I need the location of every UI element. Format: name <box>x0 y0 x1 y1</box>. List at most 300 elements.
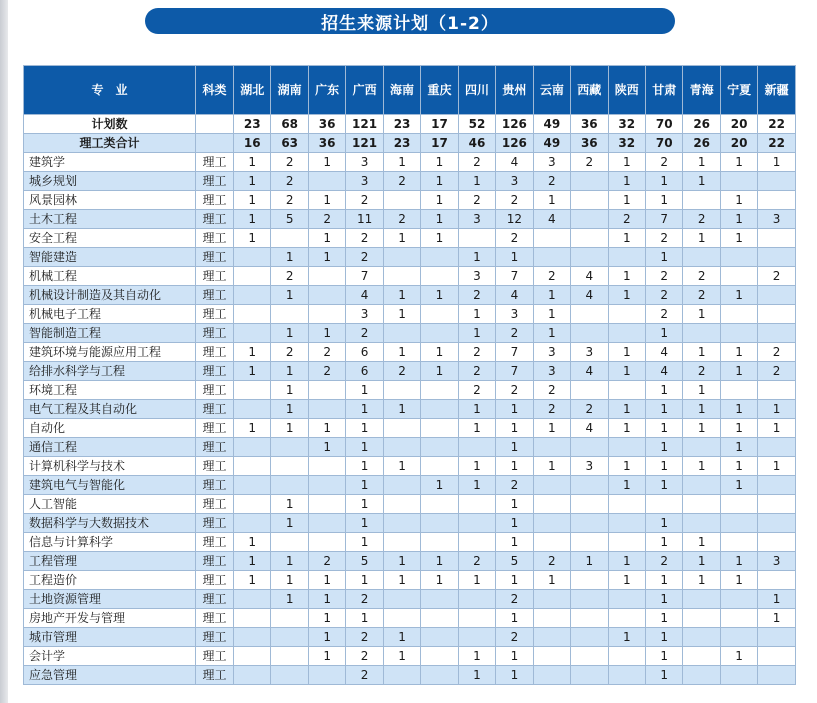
quota-cell <box>758 628 795 647</box>
quota-cell <box>758 381 795 400</box>
quota-cell: 2 <box>496 191 533 210</box>
quota-cell: 1 <box>308 590 345 609</box>
quota-cell: 1 <box>683 343 720 362</box>
quota-cell <box>234 476 271 495</box>
quota-cell: 1 <box>496 419 533 438</box>
quota-cell <box>571 609 608 628</box>
quota-cell <box>271 533 308 552</box>
quota-cell: 1 <box>683 400 720 419</box>
header-province: 广西 <box>346 66 383 115</box>
quota-cell: 2 <box>496 476 533 495</box>
quota-cell <box>720 267 757 286</box>
header-province: 甘肃 <box>645 66 682 115</box>
quota-cell: 1 <box>308 628 345 647</box>
quota-cell <box>571 571 608 590</box>
header-province: 宁夏 <box>720 66 757 115</box>
quota-cell <box>234 590 271 609</box>
quota-cell: 1 <box>458 400 495 419</box>
quota-cell: 12 <box>496 210 533 229</box>
quota-cell <box>720 628 757 647</box>
quota-cell: 2 <box>271 191 308 210</box>
quota-cell: 2 <box>683 286 720 305</box>
quota-cell: 1 <box>720 552 757 571</box>
category-cell: 理工 <box>196 343 234 362</box>
quota-cell <box>683 628 720 647</box>
quota-cell: 121 <box>346 115 383 134</box>
quota-cell: 3 <box>458 210 495 229</box>
enrollment-plan-table <box>23 65 796 685</box>
table-row <box>24 457 796 476</box>
table-row <box>24 229 796 248</box>
quota-cell: 1 <box>645 609 682 628</box>
quota-cell <box>234 286 271 305</box>
category-cell: 理工 <box>196 495 234 514</box>
quota-cell <box>683 647 720 666</box>
quota-cell: 23 <box>383 115 420 134</box>
quota-cell <box>308 286 345 305</box>
quota-cell: 1 <box>271 571 308 590</box>
quota-cell <box>533 495 570 514</box>
quota-cell <box>421 267 458 286</box>
quota-cell: 2 <box>758 362 795 381</box>
quota-cell: 5 <box>271 210 308 229</box>
quota-cell: 1 <box>683 305 720 324</box>
quota-cell: 1 <box>383 229 420 248</box>
quota-cell: 2 <box>533 381 570 400</box>
quota-cell <box>608 324 645 343</box>
quota-cell: 6 <box>346 362 383 381</box>
quota-cell <box>571 248 608 267</box>
major-name: 建筑电气与智能化 <box>24 476 196 495</box>
quota-cell: 1 <box>346 609 383 628</box>
table-row <box>24 343 796 362</box>
quota-cell: 1 <box>758 400 795 419</box>
quota-cell <box>758 476 795 495</box>
quota-cell: 1 <box>234 571 271 590</box>
category-cell: 理工 <box>196 381 234 400</box>
table-body <box>24 115 796 685</box>
quota-cell: 2 <box>496 590 533 609</box>
quota-cell: 3 <box>533 343 570 362</box>
quota-cell <box>683 476 720 495</box>
category-cell: 理工 <box>196 229 234 248</box>
quota-cell <box>683 590 720 609</box>
quota-cell: 2 <box>346 666 383 685</box>
major-name: 建筑环境与能源应用工程 <box>24 343 196 362</box>
quota-cell <box>720 305 757 324</box>
category-cell: 理工 <box>196 210 234 229</box>
quota-cell <box>683 609 720 628</box>
table-row <box>24 267 796 286</box>
quota-cell: 1 <box>383 305 420 324</box>
major-name: 智能建造 <box>24 248 196 267</box>
quota-cell <box>533 628 570 647</box>
table-row <box>24 533 796 552</box>
category-cell: 理工 <box>196 267 234 286</box>
quota-cell <box>421 438 458 457</box>
quota-cell <box>421 647 458 666</box>
table-row <box>24 419 796 438</box>
quota-cell <box>571 324 608 343</box>
category-cell: 理工 <box>196 153 234 172</box>
page-title-text: 招生来源计划（1-2） <box>321 13 499 34</box>
quota-cell <box>608 666 645 685</box>
quota-cell: 1 <box>383 571 420 590</box>
quota-cell: 2 <box>683 210 720 229</box>
quota-cell <box>608 438 645 457</box>
quota-cell <box>533 590 570 609</box>
category-cell: 理工 <box>196 457 234 476</box>
header-province: 湖南 <box>271 66 308 115</box>
quota-cell: 3 <box>571 457 608 476</box>
quota-cell <box>421 533 458 552</box>
quota-cell <box>608 590 645 609</box>
quota-cell <box>234 324 271 343</box>
category-cell <box>196 134 234 153</box>
major-name: 电气工程及其自动化 <box>24 400 196 419</box>
quota-cell: 5 <box>346 552 383 571</box>
quota-cell <box>533 533 570 552</box>
quota-cell <box>683 324 720 343</box>
quota-cell <box>758 571 795 590</box>
quota-cell: 1 <box>758 153 795 172</box>
header-province: 西藏 <box>571 66 608 115</box>
quota-cell: 1 <box>421 476 458 495</box>
quota-cell: 17 <box>421 115 458 134</box>
quota-cell <box>271 229 308 248</box>
quota-cell: 1 <box>608 172 645 191</box>
quota-cell: 2 <box>346 324 383 343</box>
quota-cell: 1 <box>683 172 720 191</box>
quota-cell: 22 <box>758 115 795 134</box>
quota-cell: 2 <box>308 210 345 229</box>
quota-cell <box>720 381 757 400</box>
quota-cell <box>571 438 608 457</box>
quota-cell: 26 <box>683 115 720 134</box>
quota-cell: 36 <box>571 115 608 134</box>
quota-cell: 63 <box>271 134 308 153</box>
quota-cell <box>720 533 757 552</box>
quota-cell <box>421 514 458 533</box>
quota-cell: 20 <box>720 134 757 153</box>
quota-cell <box>308 514 345 533</box>
quota-cell: 2 <box>758 267 795 286</box>
header-province: 陕西 <box>608 66 645 115</box>
category-cell: 理工 <box>196 590 234 609</box>
quota-cell: 2 <box>346 229 383 248</box>
header-province: 湖北 <box>234 66 271 115</box>
quota-cell: 32 <box>608 115 645 134</box>
major-name: 计算机科学与技术 <box>24 457 196 476</box>
quota-cell: 1 <box>608 153 645 172</box>
quota-cell <box>608 647 645 666</box>
quota-cell: 1 <box>608 267 645 286</box>
quota-cell: 1 <box>458 666 495 685</box>
quota-cell: 1 <box>421 552 458 571</box>
quota-cell: 1 <box>271 495 308 514</box>
table-row <box>24 666 796 685</box>
quota-cell: 1 <box>720 419 757 438</box>
quota-cell: 1 <box>683 571 720 590</box>
quota-cell: 1 <box>720 229 757 248</box>
quota-cell: 4 <box>645 362 682 381</box>
quota-cell: 2 <box>346 248 383 267</box>
quota-cell: 4 <box>571 362 608 381</box>
quota-cell: 1 <box>346 457 383 476</box>
quota-cell: 1 <box>421 571 458 590</box>
quota-cell <box>234 305 271 324</box>
quota-cell: 4 <box>496 286 533 305</box>
quota-cell <box>720 514 757 533</box>
table-header-row <box>24 66 796 115</box>
quota-cell: 1 <box>608 362 645 381</box>
category-cell: 理工 <box>196 514 234 533</box>
quota-cell <box>271 476 308 495</box>
quota-cell: 1 <box>496 438 533 457</box>
quota-cell: 1 <box>458 571 495 590</box>
quota-cell <box>571 210 608 229</box>
quota-cell: 2 <box>533 267 570 286</box>
quota-cell <box>383 438 420 457</box>
page-edge-strip <box>0 0 8 703</box>
table-row <box>24 628 796 647</box>
category-cell: 理工 <box>196 666 234 685</box>
category-cell: 理工 <box>196 172 234 191</box>
quota-cell: 2 <box>645 267 682 286</box>
quota-cell: 3 <box>496 172 533 191</box>
quota-cell <box>383 590 420 609</box>
quota-cell: 3 <box>496 305 533 324</box>
table-row <box>24 210 796 229</box>
quota-cell: 1 <box>271 514 308 533</box>
quota-cell: 2 <box>645 153 682 172</box>
table-row <box>24 647 796 666</box>
quota-cell: 49 <box>533 134 570 153</box>
quota-cell: 3 <box>571 343 608 362</box>
quota-cell: 1 <box>683 457 720 476</box>
major-name: 建筑学 <box>24 153 196 172</box>
quota-cell: 1 <box>234 533 271 552</box>
quota-cell: 46 <box>458 134 495 153</box>
table-row <box>24 172 796 191</box>
quota-cell <box>234 495 271 514</box>
quota-cell: 1 <box>308 609 345 628</box>
quota-cell <box>571 476 608 495</box>
major-name: 城乡规划 <box>24 172 196 191</box>
quota-cell: 1 <box>496 495 533 514</box>
quota-cell <box>683 248 720 267</box>
quota-cell <box>758 324 795 343</box>
quota-cell <box>308 495 345 514</box>
page-title <box>145 8 675 34</box>
quota-cell: 1 <box>458 324 495 343</box>
quota-cell <box>308 457 345 476</box>
header-major: 专 业 <box>24 66 196 115</box>
quota-cell <box>608 248 645 267</box>
quota-cell <box>308 267 345 286</box>
header-province: 海南 <box>383 66 420 115</box>
quota-cell <box>608 381 645 400</box>
quota-cell: 1 <box>645 666 682 685</box>
quota-cell <box>720 495 757 514</box>
quota-cell: 1 <box>271 362 308 381</box>
quota-cell <box>571 590 608 609</box>
quota-cell: 2 <box>608 210 645 229</box>
quota-cell: 1 <box>608 628 645 647</box>
quota-cell: 1 <box>346 419 383 438</box>
quota-cell <box>758 229 795 248</box>
quota-cell: 4 <box>645 343 682 362</box>
quota-cell <box>533 609 570 628</box>
major-name: 环境工程 <box>24 381 196 400</box>
quota-cell: 70 <box>645 115 682 134</box>
quota-cell: 1 <box>308 229 345 248</box>
quota-cell <box>234 457 271 476</box>
quota-cell: 1 <box>720 210 757 229</box>
quota-cell: 1 <box>645 172 682 191</box>
table-row <box>24 400 796 419</box>
quota-cell: 3 <box>346 172 383 191</box>
quota-cell <box>271 628 308 647</box>
quota-cell: 1 <box>496 647 533 666</box>
quota-cell <box>308 305 345 324</box>
quota-cell <box>533 666 570 685</box>
quota-cell: 1 <box>683 552 720 571</box>
quota-cell: 1 <box>496 514 533 533</box>
quota-cell: 1 <box>720 571 757 590</box>
quota-cell: 1 <box>234 552 271 571</box>
category-cell: 理工 <box>196 286 234 305</box>
quota-cell <box>758 647 795 666</box>
quota-cell: 36 <box>308 115 345 134</box>
quota-cell <box>571 495 608 514</box>
quota-cell: 7 <box>496 343 533 362</box>
quota-cell: 1 <box>608 400 645 419</box>
quota-cell <box>758 286 795 305</box>
quota-cell: 1 <box>383 343 420 362</box>
quota-cell: 1 <box>234 191 271 210</box>
quota-cell: 2 <box>308 343 345 362</box>
quota-cell: 1 <box>571 552 608 571</box>
quota-cell: 1 <box>645 514 682 533</box>
quota-cell: 1 <box>346 476 383 495</box>
quota-cell: 1 <box>308 647 345 666</box>
quota-cell <box>458 609 495 628</box>
quota-cell <box>383 324 420 343</box>
quota-cell: 1 <box>608 286 645 305</box>
quota-cell: 1 <box>645 590 682 609</box>
quota-cell <box>720 609 757 628</box>
quota-cell: 1 <box>421 153 458 172</box>
quota-cell: 1 <box>383 286 420 305</box>
quota-cell: 3 <box>533 153 570 172</box>
quota-cell <box>533 647 570 666</box>
quota-cell <box>421 381 458 400</box>
header-province: 新疆 <box>758 66 795 115</box>
quota-cell: 1 <box>608 229 645 248</box>
quota-cell <box>758 172 795 191</box>
category-cell: 理工 <box>196 609 234 628</box>
table-row <box>24 381 796 400</box>
quota-cell: 1 <box>645 628 682 647</box>
quota-cell <box>683 514 720 533</box>
quota-cell: 1 <box>645 533 682 552</box>
quota-cell: 1 <box>383 647 420 666</box>
quota-cell: 1 <box>346 533 383 552</box>
quota-cell: 1 <box>758 609 795 628</box>
category-cell: 理工 <box>196 362 234 381</box>
quota-cell: 121 <box>346 134 383 153</box>
quota-cell <box>571 647 608 666</box>
quota-cell: 1 <box>421 191 458 210</box>
quota-cell: 2 <box>758 343 795 362</box>
quota-cell <box>308 381 345 400</box>
category-cell: 理工 <box>196 191 234 210</box>
category-cell: 理工 <box>196 324 234 343</box>
quota-cell <box>421 590 458 609</box>
quota-cell: 1 <box>496 457 533 476</box>
quota-cell <box>421 305 458 324</box>
quota-cell <box>533 514 570 533</box>
quota-cell: 2 <box>533 400 570 419</box>
quota-cell: 1 <box>645 419 682 438</box>
quota-cell: 1 <box>234 343 271 362</box>
quota-cell: 1 <box>645 381 682 400</box>
major-name: 自动化 <box>24 419 196 438</box>
quota-cell: 1 <box>271 248 308 267</box>
quota-cell <box>271 666 308 685</box>
quota-cell: 1 <box>308 438 345 457</box>
quota-cell <box>234 248 271 267</box>
quota-cell <box>458 590 495 609</box>
quota-cell: 3 <box>758 210 795 229</box>
quota-cell: 2 <box>346 191 383 210</box>
quota-cell <box>271 305 308 324</box>
quota-cell <box>383 476 420 495</box>
quota-cell: 36 <box>571 134 608 153</box>
quota-cell: 7 <box>346 267 383 286</box>
category-cell <box>196 115 234 134</box>
quota-cell: 2 <box>346 628 383 647</box>
quota-cell <box>234 381 271 400</box>
quota-cell <box>383 248 420 267</box>
quota-cell: 2 <box>571 153 608 172</box>
table-row <box>24 476 796 495</box>
quota-cell <box>383 495 420 514</box>
quota-cell: 1 <box>458 419 495 438</box>
quota-cell <box>383 419 420 438</box>
quota-cell <box>571 666 608 685</box>
quota-cell: 1 <box>271 590 308 609</box>
quota-cell: 1 <box>346 381 383 400</box>
major-name: 通信工程 <box>24 438 196 457</box>
quota-cell <box>758 438 795 457</box>
quota-cell: 1 <box>683 419 720 438</box>
quota-cell <box>234 647 271 666</box>
quota-cell: 2 <box>458 286 495 305</box>
quota-cell: 1 <box>383 153 420 172</box>
quota-cell: 1 <box>533 571 570 590</box>
table-row <box>24 438 796 457</box>
table-row <box>24 286 796 305</box>
major-name: 土木工程 <box>24 210 196 229</box>
quota-cell <box>758 514 795 533</box>
quota-cell <box>720 324 757 343</box>
quota-cell: 49 <box>533 115 570 134</box>
table-row <box>24 552 796 571</box>
quota-cell: 1 <box>234 362 271 381</box>
quota-cell: 1 <box>346 495 383 514</box>
